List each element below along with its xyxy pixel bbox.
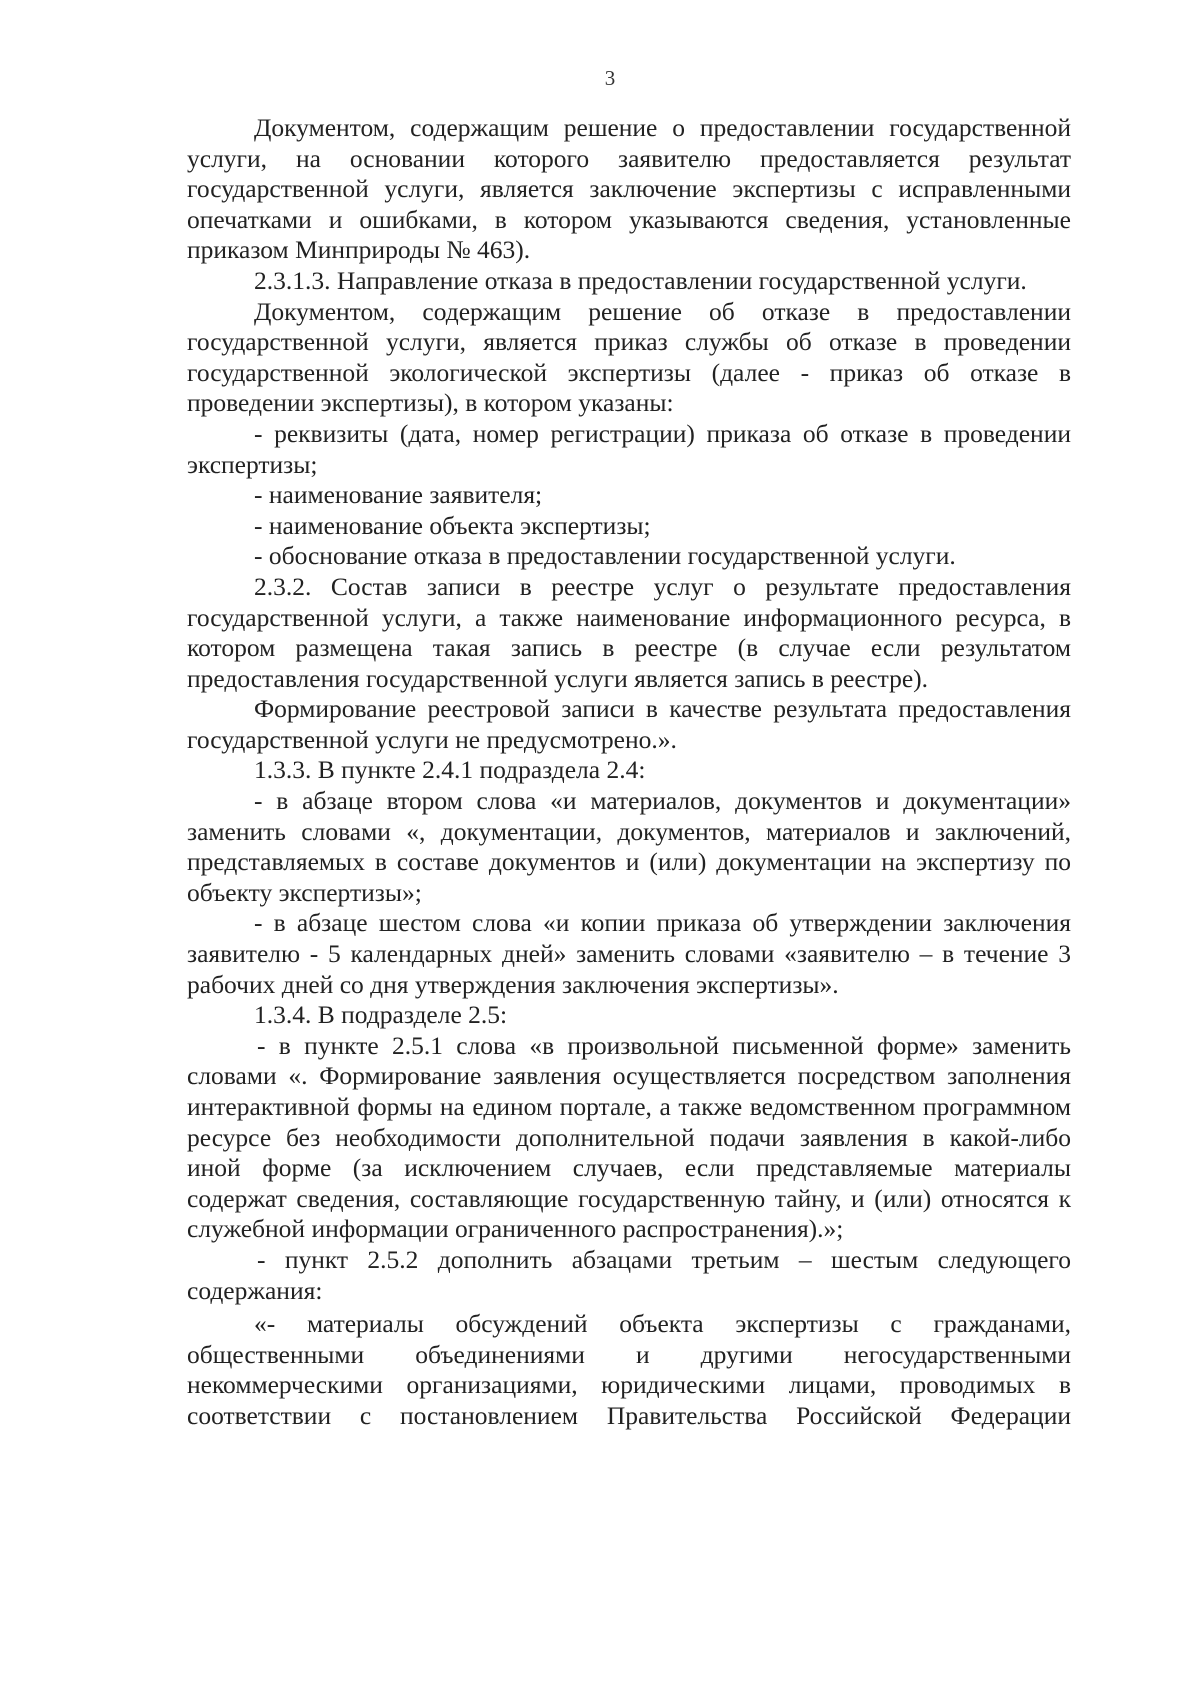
list-item-2-5-2: - пункт 2.5.2 дополнить абзацами третьим – шестым следующего содержания: xyxy=(187,1244,1071,1305)
list-item-refusal-reason: - обоснование отказа в предоставлении государственной услуги. xyxy=(254,541,956,571)
paragraph-result-document: Документом, содержащим решение о предоставлении государственной услуги, на основании которого заявителю предоставляется результат государственной услуги, является заключение экспертизы с исправленными опечатками и ошибками, в котором указываются сведения, установленные приказом Минприроды № 463). xyxy=(187,113,1071,265)
paragraph-refusal-document: Документом, содержащим решение об отказе в предоставлении государственной услуги, является приказ службы об отказе в проведении государственной экологической экспертизы (далее - приказ об отказе в проведении экспертизы), в котором указаны: xyxy=(187,296,1071,418)
list-item-applicant-name: - наименование заявителя; xyxy=(254,480,543,510)
list-item-paragraph-two: - в абзаце втором слова «и материалов, документов и документации» заменить словами «, документации, документов, материалов и заключений, представляемых в составе документов и (или) документации на экспертизу по объекту экспертизы»; xyxy=(187,786,1071,907)
paragraph-1-3-4: 1.3.4. В подразделе 2.5: xyxy=(254,1000,508,1030)
paragraph-1-3-3: 1.3.3. В пункте 2.4.1 подраздела 2.4: xyxy=(254,755,646,785)
list-item-paragraph-six: - в абзаце шестом слова «и копии приказа об утверждении заключения заявителю - 5 календарных дней» заменить словами «заявителю – в течение 3 рабочих дней со дня утверждения заключения экспертизы». xyxy=(187,908,1071,999)
list-item-requisites: - реквизиты (дата, номер регистрации) приказа об отказе в проведении экспертизы; xyxy=(187,418,1071,479)
list-item-object-name: - наименование объекта экспертизы; xyxy=(254,510,651,540)
paragraph-2-3-1-3: 2.3.1.3. Направление отказа в предоставлении государственной услуги. xyxy=(254,265,1027,295)
page-number: 3 xyxy=(604,66,616,90)
paragraph-registry-record: Формирование реестровой записи в качестве результата предоставления государственной услуги не предусмотрено.». xyxy=(187,694,1071,754)
paragraph-discussion-materials: «- материалы обсуждений объекта экспертизы с гражданами, общественными объединениями и другими негосударственными некоммерческими организациями, юридическими лицами, проводимых в соответствии с постановлением Правительства Российской Федерации xyxy=(187,1309,1071,1430)
list-item-2-5-1: - в пункте 2.5.1 слова «в произвольной письменной форме» заменить словами «. Формирование заявления осуществляется посредством заполнения интерактивной формы на едином портале, а также ведомственном программном ресурсе без необходимости дополнительной подачи заявления в какой-либо иной форме (за исключением случаев, если представляемые материалы содержат сведения, составляющие государственную тайну, и (или) относятся к служебной информации ограниченного распространения).»; xyxy=(187,1030,1071,1244)
document-body xyxy=(187,113,1071,1432)
paragraph-2-3-2: 2.3.2. Состав записи в реестре услуг о результате предоставления государственной услуги, а также наименование информационного ресурса, в котором размещена такая запись в реестре (в случае если результатом предоставления государственной услуги является запись в реестре). xyxy=(187,571,1071,693)
